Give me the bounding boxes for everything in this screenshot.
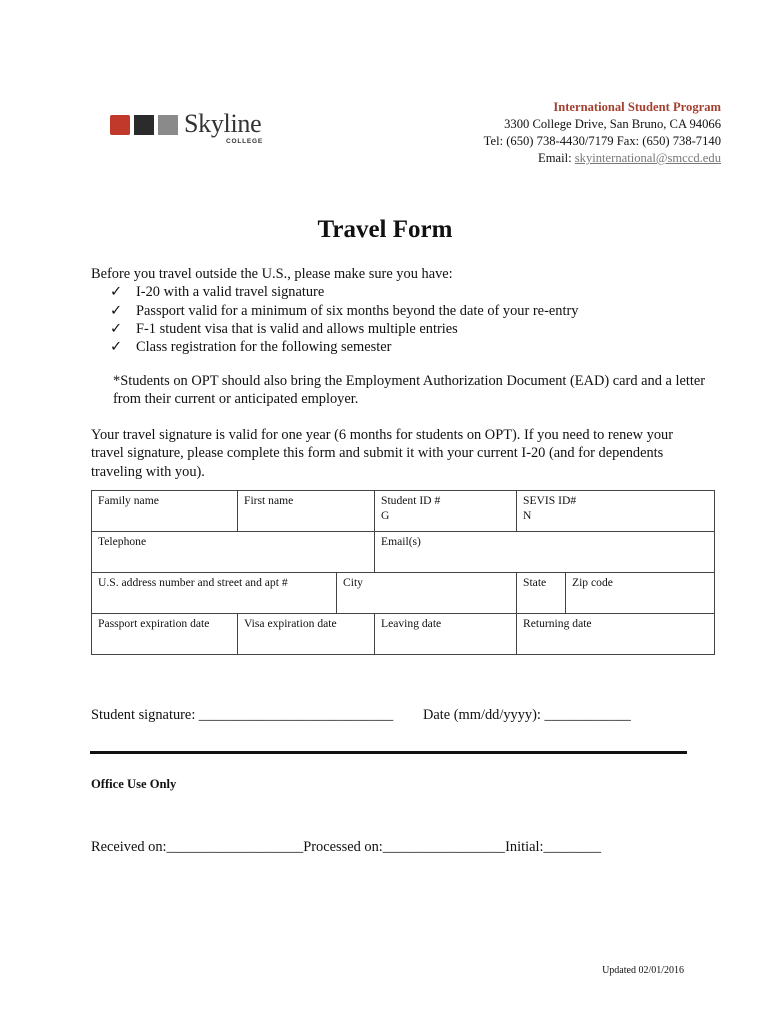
signature-date-field[interactable]: Date (mm/dd/yyyy): ____________ — [423, 707, 631, 723]
returning-date-field[interactable] — [517, 614, 715, 655]
student-signature-field[interactable]: Student signature: ___________________________ — [91, 707, 394, 723]
contact-header — [484, 99, 721, 167]
table-row — [92, 491, 715, 532]
family-name-label: Family name — [98, 494, 159, 507]
sevis-id-label: SEVIS ID# — [523, 494, 577, 507]
checklist-item-text: Passport valid for a minimum of six months beyond the date of your re-entry — [136, 302, 579, 319]
signature-validity-note: Your travel signature is valid for one year (6 months for students on OPT). If you need to renew your travel signature, please complete this form and submit it with your current I-20 (and for dependents traveling with you). — [91, 427, 674, 480]
table-row — [92, 532, 715, 573]
sevis-id-prefix: N — [523, 509, 532, 522]
zip-code-field[interactable] — [566, 573, 715, 614]
checklist-item — [91, 320, 578, 338]
graduation-cap-icon — [134, 115, 154, 135]
telephone-field[interactable] — [92, 532, 375, 573]
first-name-label: First name — [244, 494, 294, 507]
state-label: State — [523, 576, 547, 589]
table-row — [92, 573, 715, 614]
email-line — [484, 150, 721, 167]
requirements-checklist — [91, 283, 578, 356]
state-field[interactable] — [517, 573, 566, 614]
checkmark-icon: ✓ — [110, 339, 123, 356]
checklist-item-text: I-20 with a valid travel signature — [136, 284, 325, 301]
office-use-heading: Office Use Only — [91, 777, 177, 791]
updated-date: Updated 02/01/2016 — [602, 965, 684, 976]
checklist-item-text: F-1 student visa that is valid and allows multiple entries — [136, 320, 458, 337]
checkmark-icon: ✓ — [110, 284, 123, 301]
intro-text: Before you travel outside the U.S., please make sure you have: — [91, 266, 453, 282]
leaving-date-field[interactable] — [375, 614, 517, 655]
telephone-label: Telephone — [98, 535, 147, 548]
travel-info-table — [91, 490, 715, 655]
city-field[interactable] — [337, 573, 517, 614]
passport-expiration-label: Passport expiration date — [98, 617, 210, 630]
checklist-item-text: Class registration for the following semester — [136, 339, 392, 356]
divider — [90, 751, 687, 754]
sun-icon — [110, 115, 130, 135]
office-processing-row[interactable]: Received on:___________________Processed on:_________________Initial:________ — [91, 839, 602, 855]
phone-fax-line: Tel: (650) 738-4430/7179 Fax: (650) 738-7140 — [483, 134, 721, 148]
email-label: Email: — [538, 151, 575, 165]
student-id-label: Student ID # — [381, 494, 441, 507]
returning-date-label: Returning date — [523, 617, 592, 630]
email-link[interactable]: skyinternational@smccd.edu — [574, 151, 721, 165]
leaving-date-label: Leaving date — [381, 617, 442, 630]
program-name: International Student Program — [553, 100, 721, 114]
table-row — [92, 614, 715, 655]
zip-code-label: Zip code — [572, 576, 613, 589]
checkmark-icon: ✓ — [110, 320, 123, 337]
emails-field[interactable] — [375, 532, 715, 573]
checklist-item — [91, 338, 578, 356]
us-address-label: U.S. address number and street and apt # — [98, 576, 288, 589]
family-name-field[interactable] — [92, 491, 238, 532]
checklist-item — [91, 283, 578, 301]
intro-section — [91, 265, 578, 356]
visa-expiration-field[interactable] — [238, 614, 375, 655]
page-title: Travel Form — [317, 216, 453, 243]
skyline-college-logo — [110, 109, 264, 149]
city-label: City — [343, 576, 363, 589]
checklist-item — [91, 302, 578, 320]
wave-icon — [158, 115, 178, 135]
passport-expiration-field[interactable] — [92, 614, 238, 655]
address-line: 3300 College Drive, San Bruno, CA 94066 — [504, 117, 721, 131]
logo-subtitle: COLLEGE — [226, 138, 264, 145]
first-name-field[interactable] — [238, 491, 375, 532]
sevis-id-field[interactable] — [517, 491, 715, 532]
checkmark-icon: ✓ — [110, 302, 123, 319]
visa-expiration-label: Visa expiration date — [244, 617, 337, 630]
student-id-field[interactable] — [375, 491, 517, 532]
logo-wordmark: Skyline — [184, 109, 262, 138]
signature-row — [91, 707, 731, 724]
student-id-prefix: G — [381, 509, 390, 522]
opt-note: *Students on OPT should also bring the Employment Authorization Document (EAD) card and a letter from their current or anticipated employer. — [113, 373, 706, 408]
us-address-field[interactable] — [92, 573, 337, 614]
emails-label: Email(s) — [381, 535, 421, 548]
